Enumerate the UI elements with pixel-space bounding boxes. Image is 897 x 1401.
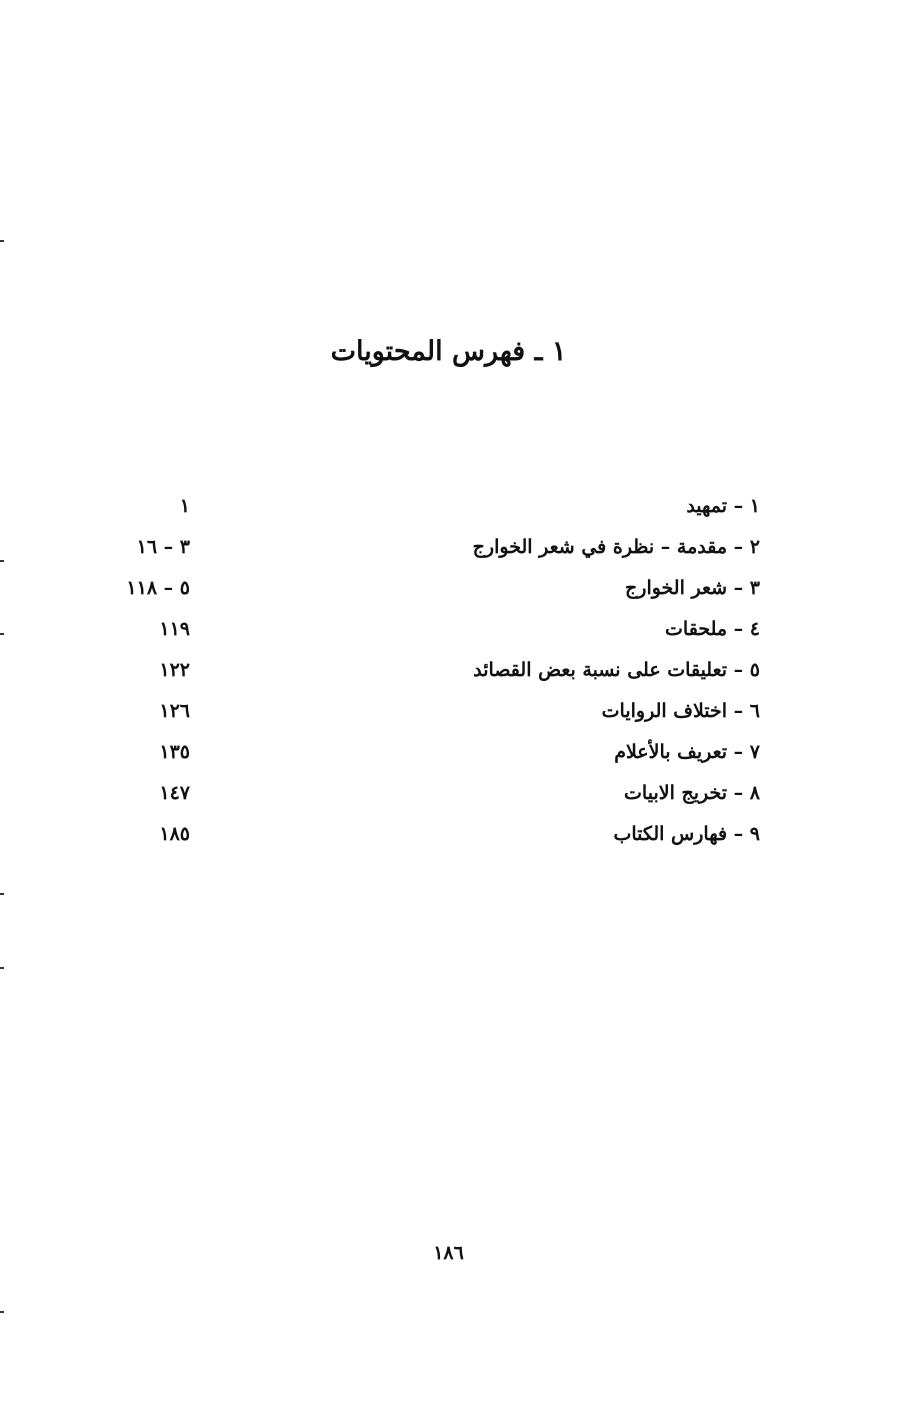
toc-page-number: ١٣٥	[159, 741, 190, 763]
scan-edge-mark	[0, 893, 4, 895]
scan-edge-mark	[0, 633, 4, 635]
toc-entry-title: ١ – تمهيد	[686, 495, 760, 517]
page-number: ١٨٦	[433, 1242, 464, 1264]
toc-row	[95, 736, 760, 777]
toc-page-number: ٣ – ١٦	[136, 536, 190, 558]
toc-page-number: ١٢٦	[159, 700, 190, 722]
toc-entry-title: ٢ – مقدمة – نظرة في شعر الخوارج	[472, 536, 760, 558]
toc-page-number: ٥ – ١١٨	[126, 577, 190, 599]
toc-row	[95, 777, 760, 818]
toc-entry-title: ٩ – فهارس الكتاب	[613, 823, 760, 845]
toc-page-number: ١٤٧	[159, 782, 190, 804]
toc-page-number: ١٢٢	[159, 659, 190, 681]
page-title: ١ ـ فهرس المحتويات	[330, 336, 567, 367]
scan-edge-mark	[0, 240, 4, 242]
toc-entry-title: ٤ – ملحقات	[665, 618, 760, 640]
toc-row	[95, 531, 760, 572]
toc-row	[95, 613, 760, 654]
toc-page-number: ١١٩	[159, 618, 190, 640]
toc-entry-title: ٣ – شعر الخوارج	[625, 577, 760, 599]
toc-row	[95, 654, 760, 695]
toc-entry-title: ٥ – تعليقات على نسبة بعض القصائد	[473, 659, 760, 681]
scan-edge-mark	[0, 560, 4, 562]
toc-entry-title: ٦ – اختلاف الروايات	[601, 700, 760, 722]
toc-entry-title: ٨ – تخريج الابيات	[624, 782, 760, 804]
toc-row	[95, 572, 760, 613]
toc-row	[95, 695, 760, 736]
table-of-contents	[95, 490, 760, 859]
toc-entry-title: ٧ – تعريف بالأعلام	[614, 741, 760, 763]
toc-page-number: ١	[179, 495, 190, 517]
scan-edge-mark	[0, 967, 4, 969]
toc-row	[95, 818, 760, 859]
scan-edge-mark	[0, 1311, 4, 1313]
toc-row	[95, 490, 760, 531]
toc-page-number: ١٨٥	[159, 823, 190, 845]
